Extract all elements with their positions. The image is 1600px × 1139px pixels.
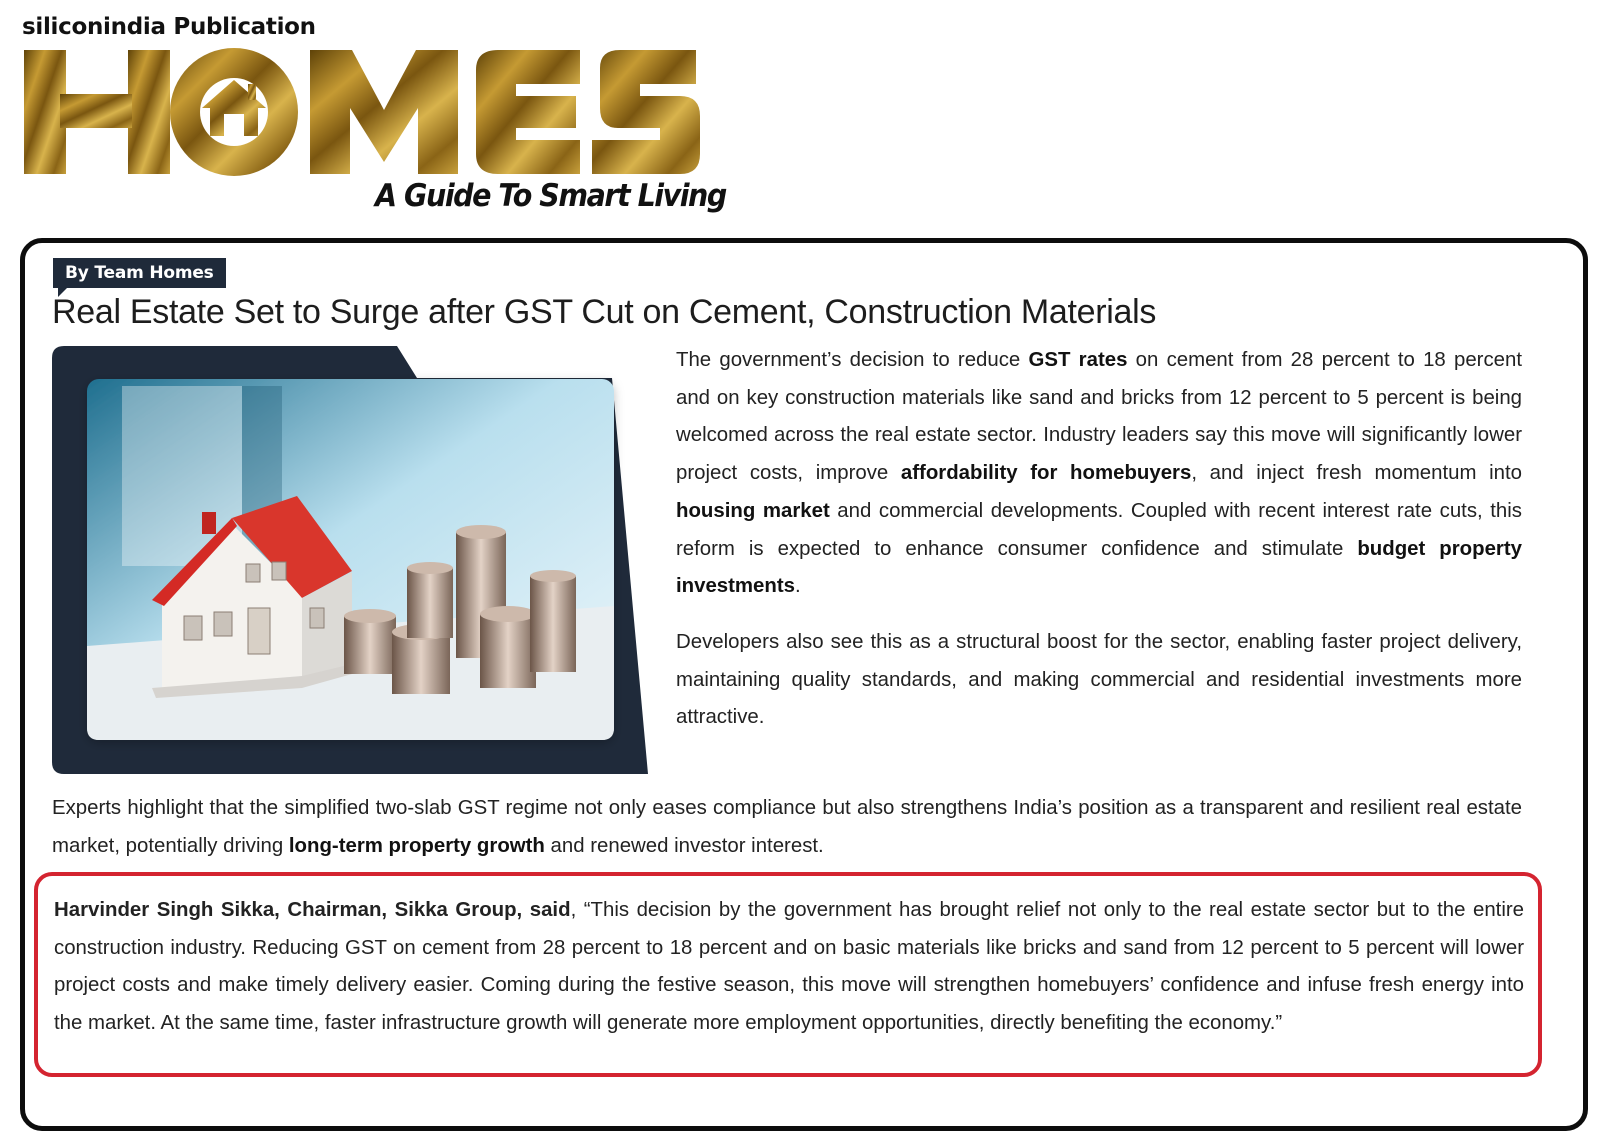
text-run: , and inject fresh momentum into: [1191, 462, 1522, 485]
article-headline: Real Estate Set to Surge after GST Cut on Cement, Construction Materials: [52, 293, 1157, 331]
tagline: A Guide To Smart Living: [375, 178, 726, 214]
bold-phrase: GST rates: [1028, 349, 1128, 371]
author-badge[interactable]: By Team Homes: [53, 258, 226, 288]
text-run: and renewed investor interest.: [544, 834, 824, 857]
publisher-name: siliconindia Publication: [22, 14, 316, 40]
hero-image: [52, 346, 648, 774]
article-paragraph-2: [676, 624, 1522, 737]
bold-phrase: budget property investments: [676, 537, 1522, 598]
homes-logo: [20, 44, 700, 180]
article-paragraph-1: [676, 342, 1522, 606]
bold-phrase: Harvinder Singh Sikka, Chairman, Sikka Group, said: [54, 899, 571, 921]
article-paragraph-3: [52, 790, 1522, 865]
text-run: , “This decision by the government has brought relief not only to the real estate sector but to the entire construction industry. Reducing GST on cement from 28 percent to 18 percent and on basic materials like bricks and sand from 12 percent to 5 percent will lower project costs and make timely delivery easier. Coming during the festive season, this move will strengthen homebuyers’ confidence and infuse fresh energy into the market. At the same time, faster infrastructure growth will generate more employment opportunities, directly benefiting the economy.”: [54, 899, 1524, 1034]
text-run: and commercial developments. Coupled with recent interest rate cuts, this reform is expected to enhance consumer confidence and stimulate: [676, 499, 1522, 560]
text-run: Developers also see this as a structural boost for the sector, enabling faster project delivery, maintaining quality standards, and making commercial and residential investments more attractive.: [676, 631, 1522, 729]
text-run: on cement from 28 percent to 18 percent and on key construction materials like sand and bricks from 12 percent to 5 percent is being welcomed across the real estate sector. Industry leaders say this move will significantly lower project costs, improve: [676, 349, 1523, 485]
bold-phrase: housing market: [676, 499, 830, 522]
executive-quote: [54, 892, 1524, 1042]
bold-phrase: affordability for homebuyers: [900, 462, 1192, 485]
bold-phrase: long-term property growth: [288, 834, 545, 857]
text-run: .: [795, 575, 801, 598]
text-run: Experts highlight that the simplified two-slab GST regime not only eases compliance but also strengthens India’s position as a transparent and resilient real estate market, potentially driving: [52, 797, 1522, 857]
text-run: The government’s decision to reduce: [676, 349, 1029, 371]
